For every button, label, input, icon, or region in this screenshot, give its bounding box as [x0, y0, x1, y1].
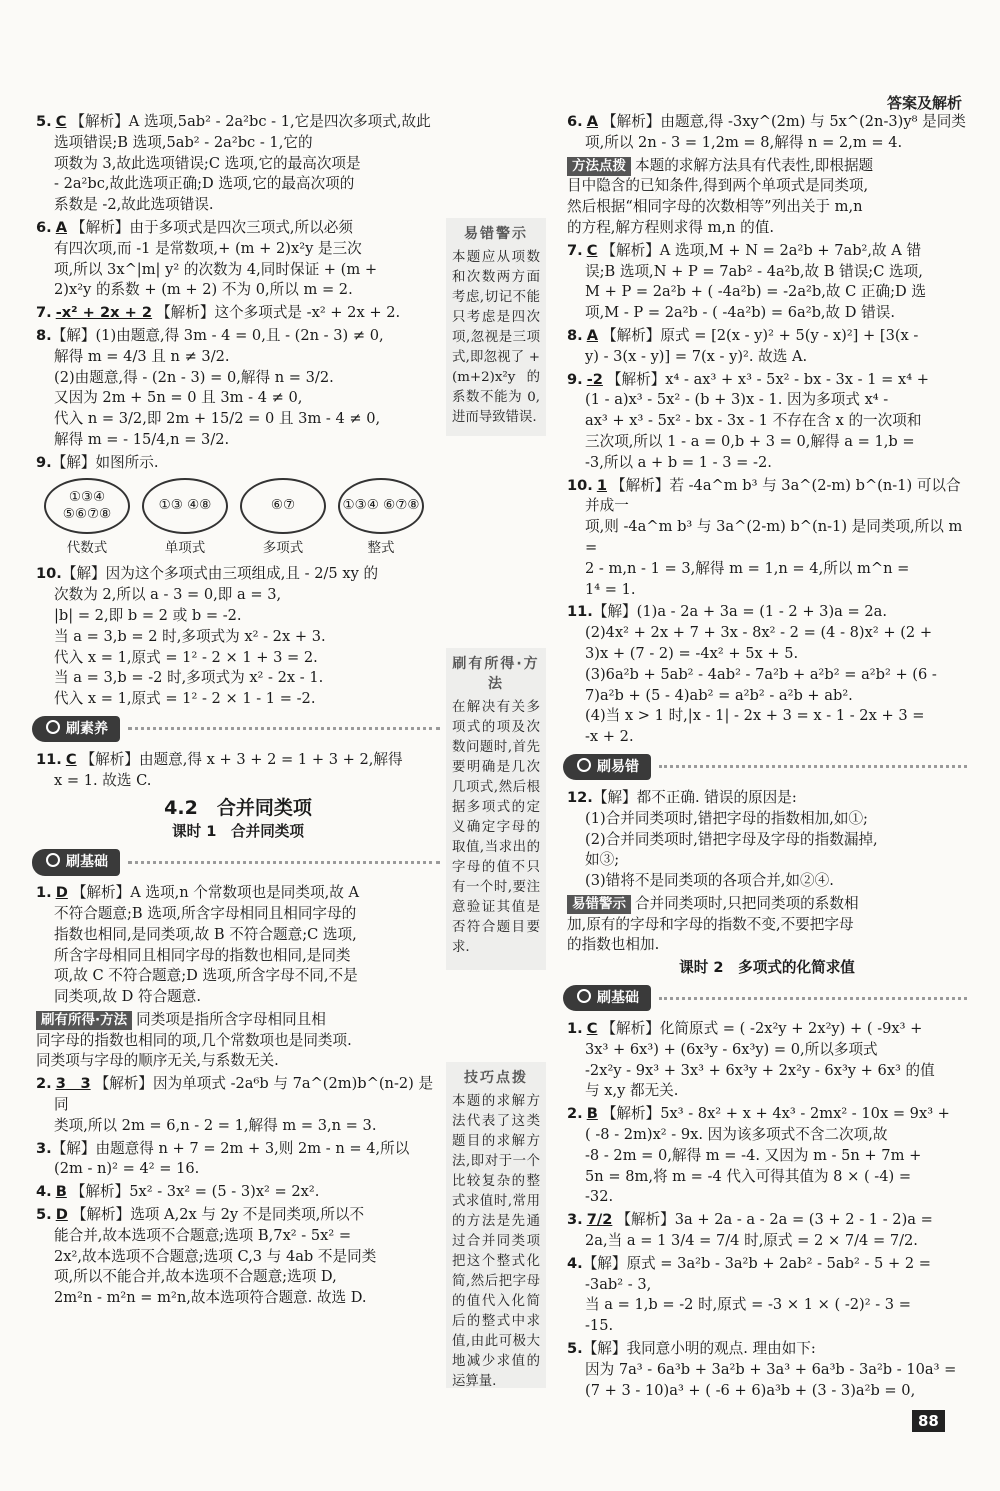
answer-item — [36, 883, 440, 1008]
item-line: 【解析】若 -4a^m b³ 与 3a^(2-m) b^(n-1) 可以合并成一 — [585, 476, 961, 515]
item-line: -8 - 2m = 0,解得 m = -4. 又因为 m - 5n + 7m + — [585, 1146, 922, 1164]
item-answer: C — [65, 750, 77, 768]
answer-item — [36, 1182, 440, 1203]
side-note-skill-tip — [446, 1062, 546, 1388]
item-line: (2)由题意,得 - (2n - 3) = 0,解得 n = 3/2. — [54, 368, 334, 386]
item-line: 3x³ + 6x³) + (6x³y - 6x³y) = 0,所以多项式 — [585, 1040, 878, 1058]
item-line: 2 - m,n - 1 = 3,解得 m = 1,n = 4,所以 m^n = — [585, 559, 910, 577]
note-line: 合并同类项时,只把同类项的系数相 — [635, 894, 859, 912]
oval-group — [44, 478, 130, 559]
item-line: 【解】我同意小明的观点. 理由如下: — [582, 1340, 816, 1358]
item-line: 【解】(1)由题意,得 3m - 4 = 0,且 - (2n - 3) ≠ 0, — [51, 326, 384, 344]
item-line: y) - 3(x - y)] = 7(x - y)². 故选 A. — [585, 347, 808, 365]
item-line: 同类项,故 D 符合题意. — [54, 988, 202, 1006]
oval-label: 多项式 — [262, 539, 304, 556]
item-number: 8. — [567, 326, 583, 344]
item-line: 【解析】5x³ - 8x² + x + 4x³ - 2mx² - 10x = 9x³ + — [601, 1105, 950, 1123]
venn-ovals — [44, 478, 424, 559]
banner-label: 刷基础 — [563, 985, 651, 1012]
side-note-title: 技巧点拨 — [464, 1070, 528, 1086]
banner-label: 刷素养 — [32, 716, 120, 743]
oval-group — [142, 478, 228, 559]
item-line: -15. — [585, 1317, 614, 1335]
item-line: (7 + 3 - 10)a³ + ( -6 + 6)a³b + (3 - 3)a²b = 0, — [585, 1381, 916, 1399]
answer-item — [567, 1104, 967, 1208]
note-line: 然后根据“相同字母的次数相等”列出关于 m,n — [567, 198, 863, 216]
answer-item — [567, 370, 967, 474]
item-line: 当 a = 1,b = -2 时,原式 = -3 × 1 × ( -2)² - 3 = — [585, 1296, 911, 1314]
item-line: 【解】原式 = 3a²b - 3a²b + 2ab² - 5ab² - 5 + 2 = — [582, 1254, 931, 1272]
item-line: 指数也相同,是同类项,故 B 不符合题意;C 选项, — [54, 925, 357, 943]
item-line: ax³ + x³ - 5x² - bx - 3x - 1 不存在含 x 的一次项和 — [585, 412, 922, 430]
item-line: 2m²n - m²n = m²n,故本选项符合题意. 故选 D. — [54, 1289, 367, 1307]
banner-label: 刷基础 — [32, 849, 120, 876]
banner-label: 刷易错 — [563, 754, 651, 781]
item-number: 10. — [36, 565, 62, 583]
oval: ⑥⑦ — [240, 478, 326, 534]
item-line: 有四次项,而 -1 是常数项,+ (m + 2)x²y 是三次 — [54, 239, 362, 257]
item-line: 项,则 -4a^m b³ 与 3a^(2-m) b^(n-1) 是同类项,所以 m = — [585, 518, 963, 556]
item-number: 4. — [567, 1254, 583, 1272]
item-line: 【解析】A 选项,M + N = 2a²b + 7ab²,故 A 错 — [601, 241, 922, 259]
item-number: 12. — [567, 788, 593, 806]
item-line: 系数是 -2,故此选项错误. — [54, 196, 214, 214]
answer-item — [36, 750, 440, 792]
note-line: 同字母的指数也相同的项,几个常数项也是同类项. — [36, 1031, 352, 1049]
note-line: 目中隐含的已知条件,得到两个单项式是同类项, — [567, 177, 869, 195]
item-line: 当 a = 3,b = -2 时,多项式为 x² - 2x - 1. — [54, 669, 324, 687]
item-line: 又因为 2m + 5n = 0 且 3m - 4 ≠ 0, — [54, 389, 303, 407]
item-answer: D — [55, 1206, 68, 1224]
note-line: 的指数也相加. — [567, 936, 660, 954]
answer-item — [567, 326, 967, 368]
item-number: 11. — [36, 750, 62, 768]
banner-shuasuyang — [32, 716, 440, 742]
oval-label: 代数式 — [66, 539, 108, 556]
item-line: |b| = 2,即 b = 2 或 b = -2. — [54, 606, 242, 624]
section-title: 4.2 合并同类项 — [164, 796, 312, 819]
item-number: 6. — [567, 113, 583, 130]
item-line: ( -8 - 2m)x² - 9x. 因为该多项式不含二次项,故 — [585, 1126, 888, 1144]
item-number: 7. — [36, 304, 52, 322]
item-line: 所含字母相同且相同字母的指数也相同,是同类 — [54, 946, 351, 964]
item-number: 3. — [36, 1139, 52, 1157]
item-answer: C — [586, 1020, 598, 1038]
item-line: 2)x²y 的系数 + (m + 2) 不为 0,所以 m = 2. — [54, 281, 353, 299]
answer-item — [567, 602, 967, 748]
item-line: 项,所以 3x^|m| y² 的次数为 4,同时保证 + (m + — [54, 260, 378, 278]
item-line: 【解】因为这个多项式由三项组成,且 - 2/5 xy 的 — [61, 565, 379, 583]
item-answer: B — [586, 1105, 598, 1123]
item-line: x = 1. 故选 C. — [54, 771, 152, 789]
item-number: 9. — [567, 370, 583, 388]
item-line: 【解析】因为单项式 -2a⁶b 与 7a^(2m)b^(n-2) 是同 — [54, 1075, 434, 1114]
item-number: 5. — [36, 1206, 52, 1224]
answer-item — [36, 564, 440, 710]
item-line: 误;B 选项,N + P = 7ab² - 4a²b,故 B 错误;C 选项, — [585, 262, 923, 280]
lesson-title: 课时 1 合并同类项 — [172, 823, 304, 841]
item-line: 【解析】化简原式 = ( -2x²y + 2x²y) + ( -9x³ + — [601, 1020, 923, 1038]
banner-dots — [128, 861, 440, 864]
oval-label: 整式 — [367, 539, 395, 556]
answer-item — [36, 112, 440, 216]
item-answer: A — [586, 113, 598, 130]
item-line: 项,所以 2n - 3 = 1,2m = 8,解得 n = 2,m = 4. — [585, 133, 903, 151]
method-label: 刷有所得·方法 — [36, 1011, 132, 1030]
error-warning-note — [567, 894, 967, 956]
item-number: 2. — [567, 1105, 583, 1123]
item-line: 2a,当 a = 1 3/4 = 7/4 时,原式 = 2 × 7/4 = 7/2. — [585, 1232, 918, 1250]
item-line: -3ab² - 3, — [585, 1275, 652, 1293]
answer-item — [567, 788, 967, 892]
item-line: 【解析】5x² - 3x² = (5 - 3)x² = 2x². — [70, 1183, 320, 1201]
note-line: 本题的求解方法具有代表性,即根据题 — [635, 156, 874, 174]
answer-item — [567, 241, 967, 324]
item-number: 5. — [36, 113, 52, 130]
answer-item — [567, 1254, 967, 1337]
note-line: 加,原有的字母和字母的指数不变,不要把字母 — [567, 915, 854, 933]
answer-item — [567, 1019, 967, 1102]
item-line: (2)4x² + 2x + 7 + 3x - 8x² - 2 = (4 - 8)x² + (2 + — [585, 624, 933, 642]
item-answer: D — [55, 884, 68, 902]
item-line: -x + 2. — [585, 728, 634, 746]
banner-shuajichu-2 — [563, 985, 967, 1011]
answer-item — [36, 218, 440, 301]
side-note-title: 刷有所得·方法 — [452, 656, 540, 692]
item-number: 4. — [36, 1183, 52, 1201]
oval-group — [338, 478, 424, 559]
item-line: (2)合并同类项时,错把字母及字母的指数漏掉, — [585, 830, 878, 848]
note-line: 的方程,解方程则求得 m,n 的值. — [567, 218, 774, 236]
item-number: 11. — [567, 603, 593, 621]
item-line: 项,M - P = 2a²b - ( -4a²b) = 6a²b,故 D 错误. — [585, 304, 895, 322]
answer-item — [567, 112, 967, 154]
item-line: 【解析】由题意,得 x + 3 + 2 = 1 + 3 + 2,解得 — [80, 750, 403, 768]
item-line: 【解】(1)a - 2a + 3a = (1 - 2 + 3)a = 2a. — [592, 603, 887, 621]
page-number: 88 — [912, 1410, 945, 1432]
answer-item — [36, 1205, 440, 1309]
side-note-error-warning — [446, 218, 546, 436]
item-line: 【解析】由题意,得 -3xy^(2m) 与 5x^(2n-3)y⁸ 是同类 — [602, 113, 966, 130]
side-note-text: 本题应从项数和次数两方面考虑,切记不能只考虑是四次项,忽视是三项式,即忽视了 +(m+2)x²y 的系数不能为 0,进而导致错误. — [452, 250, 540, 425]
item-line: 与 x,y 都无关. — [585, 1082, 679, 1100]
banner-shuayicuo — [563, 754, 967, 780]
banner-dots — [128, 727, 440, 730]
side-note-title: 易错警示 — [464, 226, 528, 242]
item-answer: A — [55, 218, 67, 236]
item-line: 当 a = 3,b = 2 时,多项式为 x² - 2x + 3. — [54, 627, 326, 645]
item-line: - 2a²bc,故此选项正确;D 选项,它的最高次项的 — [54, 175, 355, 193]
item-line: 【解析】这个多项式是 -x² + 2x + 2. — [156, 304, 401, 322]
item-line: 【解析】A 选项,5ab² - 2a²bc - 1,它是四次多项式,故此选项错误;B 选项,5ab² - 2a²bc - 1,它的 — [54, 113, 431, 151]
item-number: 8. — [36, 326, 52, 344]
item-answer: A — [586, 326, 598, 344]
item-line: 【解析】3a + 2a - a - 2a = (3 + 2 - 1 - 2)a = — [616, 1211, 933, 1229]
left-column — [36, 112, 440, 1311]
item-line: 【解析】A 选项,n 个常数项也是同类项,故 A — [71, 884, 360, 902]
oval-group — [240, 478, 326, 559]
tip-label: 方法点拨 — [567, 157, 631, 176]
item-line: 因为 7a³ - 6a³b + 3a²b + 3a³ + 6a³b - 3a²b - 10a³ = — [585, 1360, 957, 1378]
item-answer: 7/2 — [586, 1211, 613, 1229]
item-line: 5n = 8m,将 m = -4 代入可得其值为 8 × ( -4) = — [585, 1167, 912, 1185]
item-answer: -x² + 2x + 2 — [55, 304, 153, 322]
item-line: -2x²y - 9x³ + 3x³ + 6x³y + 2x²y - 6x³y + 6x³ 的值 — [585, 1061, 935, 1079]
item-line: 如③; — [585, 851, 620, 869]
item-line: 【解】如图所示. — [51, 453, 159, 471]
banner-dots — [659, 997, 967, 1000]
item-line: 项,所以不能合并,故本选项不合题意;选项 D, — [54, 1268, 337, 1286]
item-line: 代入 n = 3/2,即 2m + 15/2 = 0 且 3m - 4 ≠ 0, — [54, 410, 381, 428]
answer-item — [36, 326, 440, 451]
answer-item — [36, 1074, 440, 1136]
oval-label: 单项式 — [164, 539, 206, 556]
side-note-method — [446, 648, 546, 970]
item-line: 项,故 C 不符合题意;D 选项,所含字母不同,不是 — [54, 967, 358, 985]
item-line: 2x²,故本选项不合题意;选项 C,3 与 4ab 不是同类 — [54, 1247, 377, 1265]
answer-item — [36, 453, 440, 474]
item-answer: -2 — [586, 370, 603, 388]
note-line: 同类项与字母的顺序无关,与系数无关. — [36, 1052, 279, 1070]
answer-item — [36, 303, 440, 324]
item-line: 能合并,故本选项不合题意;选项 B,7x² - 5x² = — [54, 1226, 352, 1244]
item-line: 【解】都不正确. 错误的原因是: — [592, 788, 797, 806]
banner-dots — [659, 765, 967, 768]
page-header-title: 答案及解析 — [886, 94, 962, 112]
item-line: (1)合并同类项时,错把字母的指数相加,如①; — [585, 809, 868, 827]
item-number: 1. — [567, 1020, 583, 1038]
item-number: 2. — [36, 1075, 52, 1093]
item-line: 代入 x = 1,原式 = 1² - 2 × 1 + 3 = 2. — [54, 648, 318, 666]
item-line: (3)6a²b + 5ab² - 4ab² - 7a²b + a²b² = a²b² + (6 - — [585, 665, 937, 683]
item-number: 10. — [567, 476, 593, 494]
answer-item — [36, 1139, 440, 1181]
item-line: (2m - n)² = 4² = 16. — [54, 1160, 200, 1178]
item-line: (4)当 x > 1 时,|x - 1| - 2x + 3 = x - 1 - 2x + 3 = — [585, 707, 925, 725]
item-line: 7)a²b + (5 - 4)ab² = a²b² - a²b + ab². — [585, 686, 853, 704]
answer-item — [567, 1210, 967, 1252]
side-note-text: 本题的求解方法代表了这类题目的求解方法,即对于一个比较复杂的整式求值时,常用的方法是先通过合并同类项把这个整式化简,然后把字母的值代入化简后的整式中求值,由此可极大地减少求值的运算量. — [452, 1094, 540, 1389]
item-line: (1 - a)x³ - 5x² - (b + 3)x - 1. 因为多项式 x⁴ - — [585, 391, 889, 409]
oval: ①③④ ⑤⑥⑦⑧ — [44, 478, 130, 534]
method-tip — [567, 156, 967, 239]
method-note — [36, 1010, 440, 1072]
item-number: 9. — [36, 453, 52, 471]
item-answer: B — [55, 1183, 67, 1201]
item-answer: C — [586, 241, 598, 259]
lesson2-title: 课时 2 多项式的化简求值 — [679, 959, 855, 977]
note-line: 同类项是指所含字母相同且相 — [136, 1010, 326, 1028]
item-number: 7. — [567, 241, 583, 259]
item-line: 次数为 2,所以 a - 3 = 0,即 a = 3, — [54, 586, 282, 604]
item-line: 【解析】选项 A,2x 与 2y 不是同类项,所以不 — [71, 1206, 365, 1224]
item-line: 代入 x = 1,原式 = 1² - 2 × 1 - 1 = -2. — [54, 690, 316, 708]
banner-shuajichu — [32, 849, 440, 875]
item-line: (3)错将不是同类项的各项合并,如②④. — [585, 872, 834, 890]
item-line: 【解】由题意得 n + 7 = 2m + 3,则 2m - n = 4,所以 — [51, 1139, 410, 1157]
item-number: 3. — [567, 1211, 583, 1229]
item-line: 【解析】由于多项式是四次三项式,所以必须 — [71, 218, 353, 236]
answer-item — [567, 1339, 967, 1401]
warn-label: 易错警示 — [567, 895, 631, 914]
item-line: M + P = 2a²b + ( -4a²b) = -2a²b,故 C 正确;D 选 — [585, 283, 926, 301]
item-line: 解得 m = 4/3 且 n ≠ 3/2. — [54, 347, 230, 365]
item-answer: 3 3 — [55, 1075, 91, 1093]
side-note-text: 在解决有关多项式的项及次数问题时,首先要明确是几次几项式,然后根据多项式的定义确定字母的取值,当求出的字母的值不只有一个时,要注意验证其值是否符合题目要求. — [452, 700, 540, 955]
item-line: 3)x + (7 - 2) = -4x² + 5x + 5. — [585, 644, 799, 662]
oval: ①③④ ⑥⑦⑧ — [338, 478, 424, 534]
item-number: 6. — [36, 218, 52, 236]
right-column — [567, 112, 967, 1403]
item-line: -32. — [585, 1188, 614, 1206]
item-line: 【解析】原式 = [2(x - y)² + 5(y - x)²] + [3(x - — [602, 326, 919, 344]
item-line: 【解析】x⁴ - ax³ + x³ - 5x² - bx - 3x - 1 = x⁴ + — [606, 370, 929, 388]
item-line: 不符合题意;B 选项,所含字母相同且相同字母的 — [54, 904, 357, 922]
item-line: 类项,所以 2m = 6,n - 2 = 1,解得 m = 3,n = 3. — [54, 1116, 377, 1134]
item-answer: 1 — [596, 476, 608, 494]
item-line: -3,所以 a + b = 1 - 3 = -2. — [585, 453, 772, 471]
item-number: 1. — [36, 884, 52, 902]
item-line: 项数为 3,故此选项错误;C 选项,它的最高次项是 — [54, 154, 361, 172]
item-line: 解得 m = - 15/4,n = 3/2. — [54, 430, 230, 448]
item-answer: C — [55, 113, 67, 130]
item-line: 1⁴ = 1. — [585, 580, 636, 598]
item-number: 5. — [567, 1340, 583, 1358]
answer-item — [567, 476, 967, 601]
oval: ①③ ④⑧ — [142, 478, 228, 534]
item-line: 三次项,所以 1 - a = 0,b + 3 = 0,解得 a = 1,b = — [585, 432, 915, 450]
